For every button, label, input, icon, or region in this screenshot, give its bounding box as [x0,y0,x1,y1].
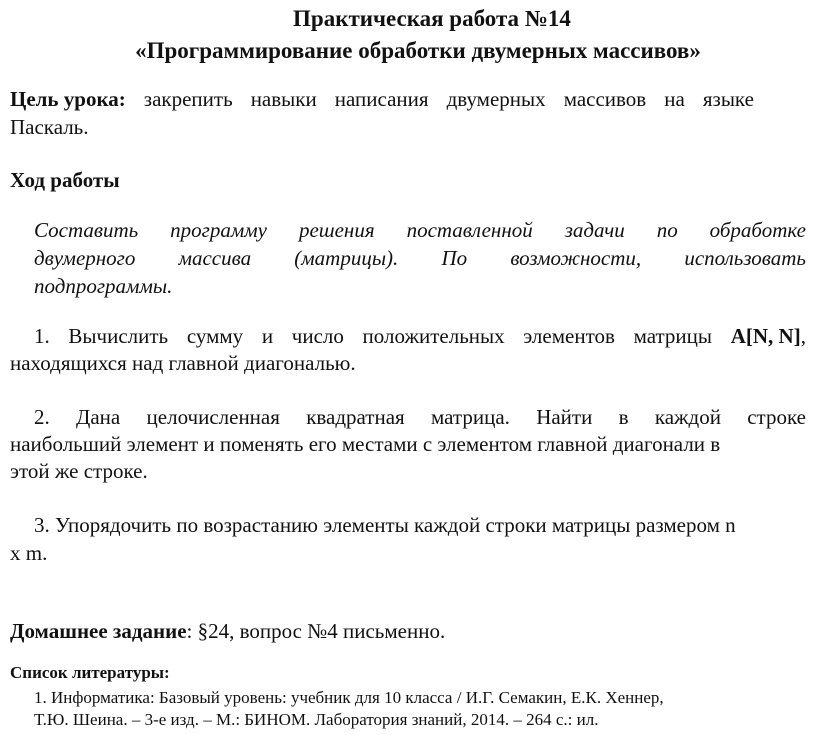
task-2-word: матрица. [431,405,510,429]
task-1-word: матрицы [633,324,713,348]
intro-line-3: подпрограммы. [34,274,173,298]
goal-word: написания [334,87,429,111]
goal-word: на [664,87,685,111]
task-1-word: положительных [362,324,505,348]
goal-word: массивов [563,87,647,111]
task-2-word: квадратная [306,405,405,429]
goal-label: Цель урока: [10,87,126,111]
task-2-line-1 [34,404,806,430]
intro-word: (матрицы). [294,246,399,270]
goal-paragraph-line-2: Паскаль. [10,115,89,139]
task-3-line-2: x m. [10,541,48,565]
task-2-word: целочисленная [146,405,280,429]
task-2-line-3: этой же строке. [10,459,148,483]
goal-word: двумерных [446,87,546,111]
literature-heading: Список литературы: [10,663,170,682]
task-2-line-2: наибольший элемент и поменять его местами с элементом главной диагонали в [10,432,721,456]
task-1-matrix: A[N, N] [730,324,801,348]
task-1-comma: , [800,324,806,348]
task-1-word: 1. [34,324,50,348]
homework-line [10,618,445,644]
intro-word: программу [170,218,267,242]
task-2-word: Дана [76,405,121,429]
task-2-word: 2. [34,405,50,429]
goal-word: языке [702,87,754,111]
goal-word: закрепить [143,87,233,111]
task-1-word: элементов [523,324,615,348]
intro-word: По [441,246,468,270]
intro-line-1 [34,217,806,243]
intro-word: по [656,218,678,242]
intro-word: массива [178,246,252,270]
intro-line-2 [34,245,806,271]
intro-word: использовать [684,246,806,270]
task-1-word: Вычислить [68,324,169,348]
task-1-line-1 [34,323,806,349]
task-3-line-1: 3. Упорядочить по возрастанию элементы каждой строки матрицы размером n [34,513,736,537]
intro-word: возможности, [510,246,642,270]
goal-paragraph-line-1 [10,86,754,112]
progress-heading: Ход работы [10,168,120,192]
intro-word: задачи [564,218,625,242]
document-title-line-2: «Программирование обработки двумерных массивов» [135,38,701,63]
intro-word: поставленной [406,218,533,242]
task-2-word: Найти [536,405,593,429]
intro-word: решения [298,218,375,242]
intro-word: Составить [34,218,139,242]
task-1-matrix-wrap [731,323,806,349]
document-title-line-1: Практическая работа №14 [293,6,571,31]
literature-item-line-1: 1. Информатика: Базовый уровень: учебник для 10 класса / И.Г. Семакин, Е.К. Хеннер, [34,688,664,707]
task-1-word: сумму [186,324,244,348]
homework-label: Домашнее задание [10,619,187,643]
homework-text: : §24, вопрос №4 письменно. [186,619,446,643]
literature-item-line-2: Т.Ю. Шеина. – 3-е изд. – М.: БИНОМ. Лаборатория знаний, 2014. – 264 с.: ил. [34,710,599,729]
intro-word: двумерного [34,246,136,270]
task-1-word: число [291,324,344,348]
goal-word: навыки [250,87,317,111]
intro-word: обработке [709,218,806,242]
task-1-line-2: находящихся над главной диагональю. [10,351,356,375]
task-2-word: строке [747,405,806,429]
task-2-word: каждой [654,405,721,429]
task-2-word: в [618,405,629,429]
task-1-word: и [261,324,274,348]
